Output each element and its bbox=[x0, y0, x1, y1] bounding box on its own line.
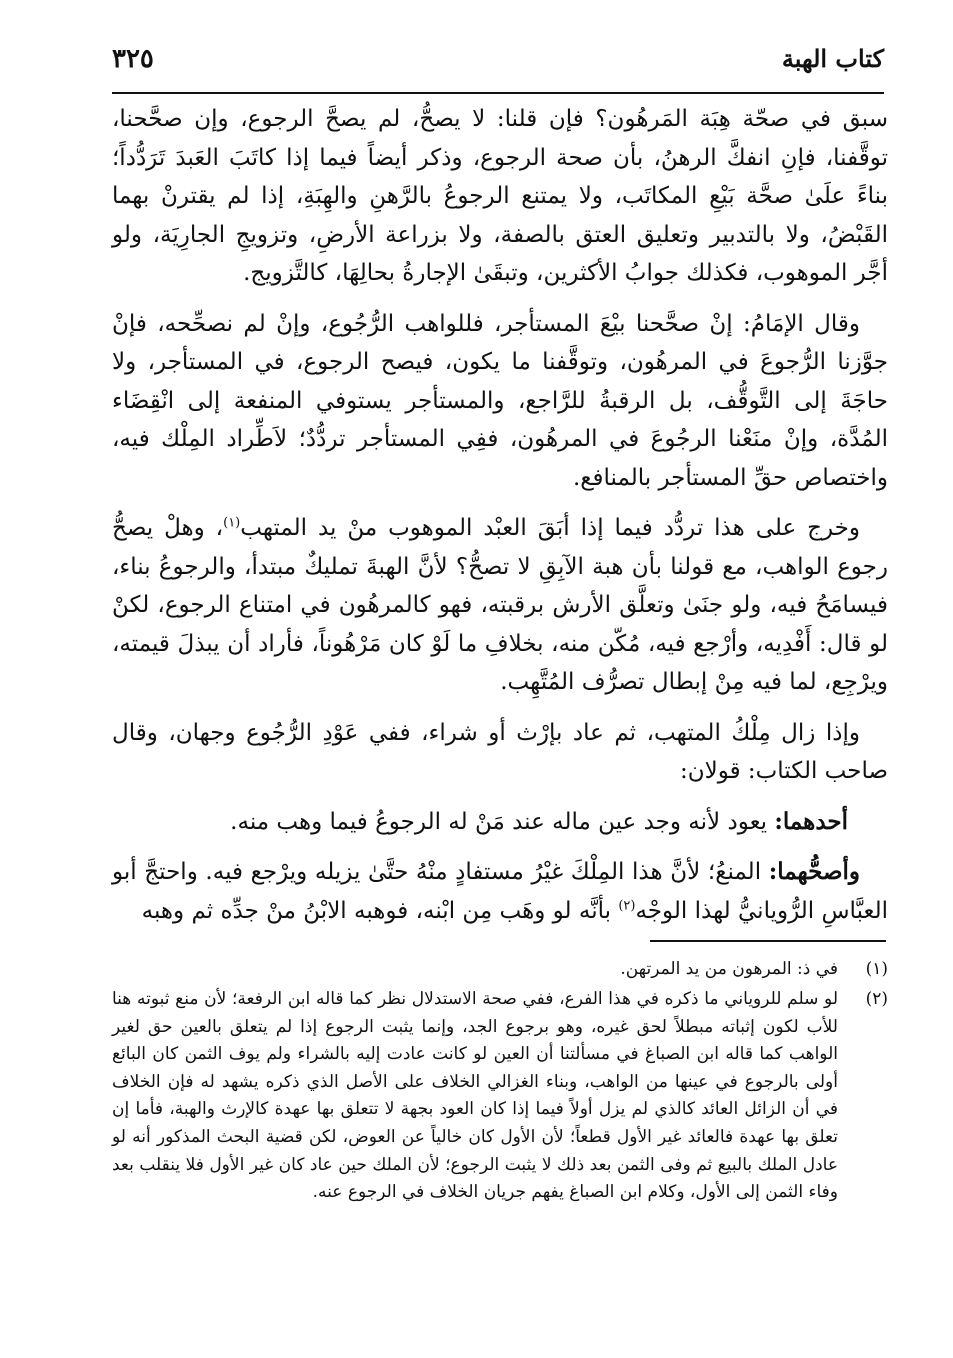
paragraph-2: وقال الإمَامُ: إنْ صحَّحنا بيْعَ المستأجر، فللواهب الرُّجُوع، وإنْ لم نصحِّحه، فإنْ جوَّزنا الرُّجوعَ في المرهُون، وتوقَّفنا ما يكون، فيصح الرجوع، في المستأجر، ولا حاجَةَ إلى التَّوقُّف، بل الرقبةُ للرَّاجع، والمستأجر يستوفي المنفعة إلى انْقِضَاء المُدَّة، وإنْ منَعْنا الرجُوعَ في المرهُون، ففِي المستأجر تردُّدٌ؛ لاَطِّراد المِلْك فيه، واختصاص حقِّ المستأجر بالمنافع. bbox=[112, 310, 888, 491]
page-number: ٣٢٥ bbox=[112, 44, 154, 74]
paragraph-6 bbox=[112, 853, 888, 930]
footnote-1-number: (١) bbox=[865, 959, 888, 979]
footnote-2 bbox=[112, 986, 888, 1207]
paragraph-5-text: يعود لأنه وجد عين ماله عند مَنْ له الرجوعُ فيما وهب منه. bbox=[230, 808, 775, 835]
paragraph-6-label: وأصحُّهما: bbox=[768, 858, 860, 885]
paragraph-3 bbox=[112, 509, 888, 702]
paragraph-3-text-a: وخرج على هذا تردُّد فيما إذا أبَقَ العبْد الموهوب منْ يد المتهب bbox=[240, 515, 860, 541]
paragraph-4: وإذا زال مِلْكُ المتهب، ثم عاد بإرْث أو شراء، ففي عَوْدِ الرُّجُوع وجهان، وقال صاحب الكتاب: قولان: bbox=[112, 719, 888, 784]
paragraph-6-text-b: بأنَّه لو وهَب مِن ابْنه، فوهبه الابْنُ منْ جدِّه ثم وهبه bbox=[141, 897, 619, 924]
footnote-1-text: في ذ: المرهون من يد المرتهن. bbox=[620, 959, 838, 979]
paragraph-5-label: أحدهما: bbox=[774, 807, 848, 835]
paragraph-1: سبق في صحّة هِبَة المَرهُون؟ فإن قلنا: لا يصحُّ، لم يصحَّ الرجوع، وإن صحَّحنا، توقَّفنا، فإنِ انفكَّ الرهنُ، بأن صحة الرجوع، وذكر أيضاً فيما إذا كاتَبَ العَبدَ تَرَدُّداً؛ بناءً علَىٰ صحَّة بَيْعِ المكاتَب، ولا يمتنع الرجوعُ بالرَّهنِ والهِبَةِ، إذا لم يقترنْ بهما القَبْضُ، ولا بالتدبير وتعليق العتق بالصفة، ولا بزراعة الأرضِ، وتزويجِ الجارِيَة، ولو أجَّر الموهوب، فكذلك جوابُ الأكثرين، وتبقَىٰ الإجارةُ بحالِهَا، كالتَّزويج. bbox=[112, 106, 888, 286]
footnote-ref-1: (١) bbox=[223, 515, 241, 531]
chapter-title: كتاب الهبة bbox=[781, 44, 884, 73]
footnote-2-text: لو سلم للروياني ما ذكره في هذا الفرع، ففي صحة الاستدلال نظر كما قاله ابن الرفعة؛ لأن منع ثبوته هنا للأب لكون إثباته مبطلاً لحق غيره، وهو برجوع الجد، وإنما يثبت الرجوع إذا لم يتعلق بالعين حق لغير الواهب كما قاله ابن الصباغ في مسألتنا أن العين لو كانت عادت إليه بالشراء ولم يوف الثمن كان البائع أولى بالرجوع في عينها من الواهب، وبناء الغزالي الخلاف على الأصل الذي ذكره يشهد له فإن الخلاف في أن الزائل العائد كالذي لم يزل أولاً فيما إذا كان العود بجهة لا تتعلق بها عهدة كالإرث والهبة، فأما إن تعلق بها عهدة فالعائد غير الأول قطعاً؛ لأن الأول كان خالياً عن العوض، لكن قضية البحث المذكور أنه لو عادل الملك بالبيع ثم وفى الثمن بعد ذلك لا يثبت الرجوع؛ لأن الملك حين عاد كان غير الأول فلا ينقلب بعد وفاء الثمن إلى الأول، وكلام ابن الصباغ يفهم جريان الخلاف في الرجوع عنه. bbox=[112, 989, 838, 1203]
paragraph-6-text-a: المنعُ؛ لأنَّ هذا المِلْكَ غيْرُ مستفادٍ منْهُ حتَّىٰ يزيله ويرْجع فيه. واحتجَّ أبو العبَّاسِ الرُّويانيُّ لهذا الوجْه bbox=[112, 859, 888, 924]
footnote-2-number: (٢) bbox=[865, 989, 888, 1009]
paragraph-3-text-b: ، وهلْ يصحُّ رجوع الواهب، مع قولنا بأن هبة الآبِقِ لا تصحُّ؟ لأنَّ الهبةَ تمليكٌ مبتدأ، والرجوعُ بناء، فيسامَحُ فيه، ولو جنَىٰ وتعلَّق الأرش برقبته، فهو كالمرهُون في امتناع الرجوع، لكنْ لو قال: أَفْدِيه، وأرْجع فيه، مُكّن منه، بخلافِ ما لَوْ كان مَرْهُوناً، فأراد أن يبذلَ قيمته، ويرْجِع، لما فيه مِنْ إبطال تصرُّف المُتَّهِب. bbox=[112, 515, 888, 695]
footnote-ref-2: (٢) bbox=[618, 897, 636, 913]
paragraph-5 bbox=[112, 803, 888, 842]
main-text bbox=[112, 100, 888, 942]
running-header bbox=[112, 40, 884, 94]
footnote-1 bbox=[112, 956, 888, 984]
footnote-separator bbox=[650, 940, 886, 942]
